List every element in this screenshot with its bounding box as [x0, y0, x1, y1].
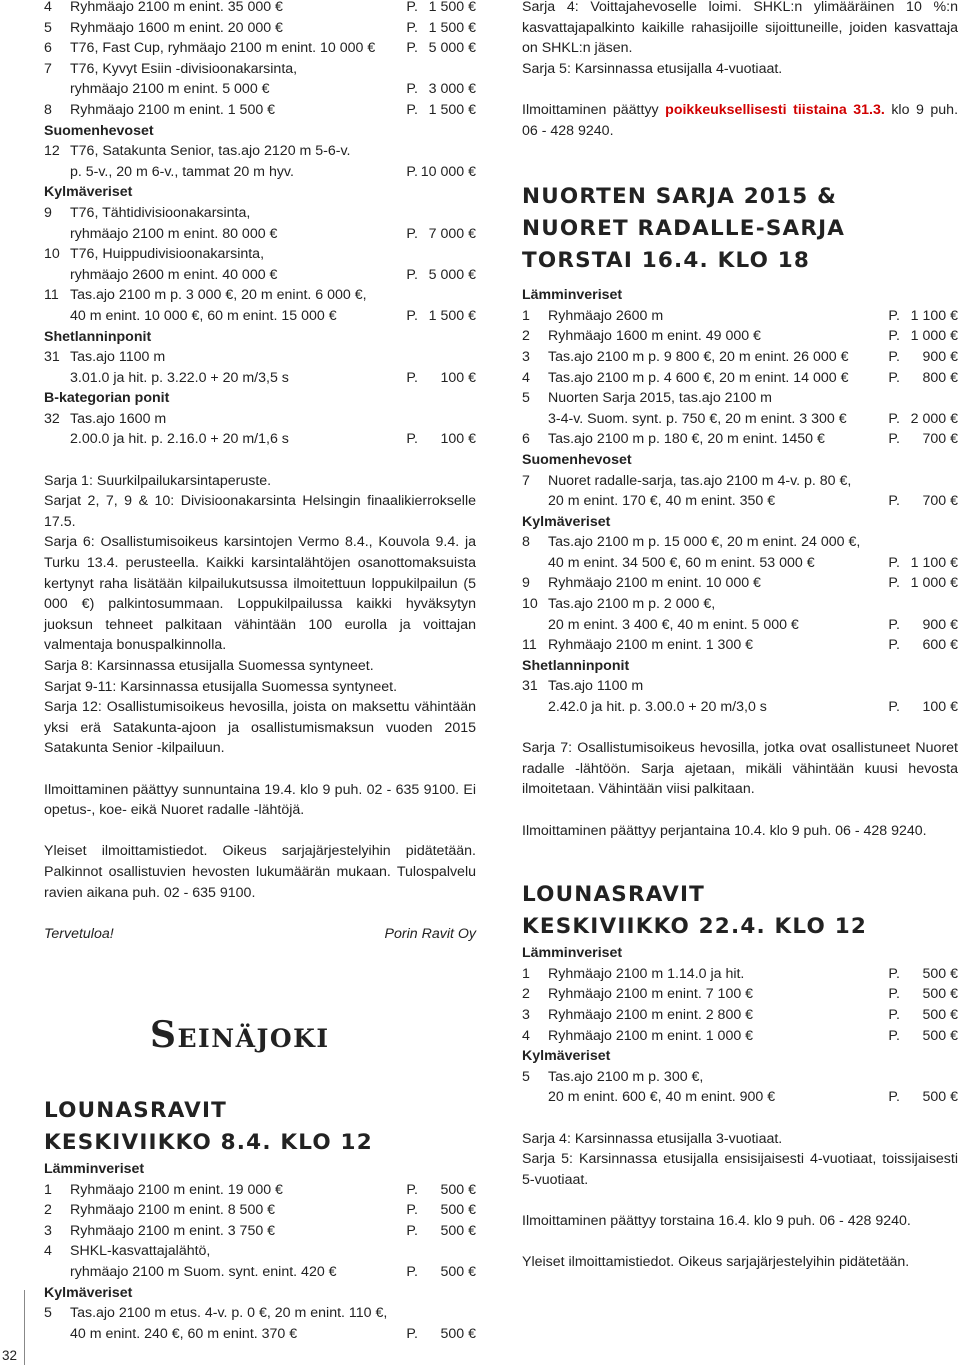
prize-amount: 10 000 € [420, 163, 476, 180]
prize-label: P. [406, 1181, 418, 1198]
race-description-cont: 3-4-v. Suom. synt. p. 750 €, 20 m enint. 3 300 € [548, 410, 847, 427]
race-description: SHKL-kasvattajalähtö, [70, 1243, 211, 1260]
prize-label: P. [406, 0, 418, 15]
category-heading: Kylmäveriset [522, 513, 611, 530]
prize-label: P. [406, 1202, 418, 1219]
race-row [522, 594, 958, 615]
race-description-cont: 40 m enint. 34 500 €, 60 m enint. 53 000 € [548, 554, 815, 571]
race-row-cont [44, 368, 476, 389]
section-heading: LOUNASRAVIT [522, 882, 706, 908]
prize-label: P. [888, 554, 900, 571]
registration-info: Ilmoittaminen päättyy perjantaina 10.4. klo 9 puh. 06 - 428 9240. [522, 822, 927, 839]
race-row-cont [522, 615, 958, 636]
prize-amount: 700 € [922, 493, 958, 510]
race-description: Tas.ajo 2100 m p. 15 000 €, 20 m enint. 24 000 €, [548, 534, 861, 551]
race-description: Tas.ajo 2100 m p. 2 000 €, [548, 596, 716, 613]
race-description: Tas.ajo 2100 m p. 3 000 €, 20 m enint. 6 000 €, [70, 287, 367, 304]
race-number: 5 [522, 1068, 530, 1085]
race-row [44, 1221, 476, 1242]
race-row [44, 18, 476, 39]
race-number: 2 [44, 1202, 52, 1219]
race-description: Ryhmäajo 1600 m enint. 49 000 € [548, 328, 761, 345]
right-column [522, 0, 958, 1273]
race-row [44, 100, 476, 121]
race-number: 8 [522, 534, 530, 551]
race-row [522, 429, 958, 450]
race-description: Ryhmäajo 2100 m enint. 10 000 € [548, 575, 761, 592]
race-description: T76, Kyvyt Esiin -divisioonakarsinta, [70, 60, 298, 77]
prize-amount: 500 € [922, 1027, 958, 1044]
race-row-cont [44, 265, 476, 286]
prize-amount: 500 € [922, 965, 958, 982]
race-row [522, 368, 958, 389]
prize-label: P. [406, 307, 418, 324]
registration-info: Ilmoittaminen päättyy torstaina 16.4. klo 9 puh. 06 - 428 9240. [522, 1212, 911, 1229]
prize-amount: 1 500 € [428, 19, 476, 36]
registration-text: klo 9 puh. 06 - 428 9240. [522, 101, 959, 139]
seinajoki-section [44, 1095, 476, 1344]
prize-label: P. [888, 1006, 900, 1023]
section-heading: LOUNASRAVIT [44, 1098, 228, 1123]
race-number: 12 [44, 143, 60, 160]
category-heading: Suomenhevoset [44, 122, 154, 139]
race-description-cont: 20 m enint. 600 €, 40 m enint. 900 € [548, 1089, 776, 1106]
race-number: 4 [522, 1027, 530, 1044]
prize-amount: 500 € [440, 1181, 476, 1198]
page-number: 32 [2, 1348, 18, 1363]
prize-label: P. [406, 40, 418, 57]
prize-amount: 500 € [440, 1263, 476, 1280]
registration-highlight: poikkeuksellisesti tiistaina 31.3. [665, 101, 885, 118]
prize-amount: 5 000 € [428, 266, 476, 283]
prize-label: P. [888, 493, 900, 510]
race-description: Ryhmäajo 2100 m enint. 1 300 € [548, 637, 754, 654]
race-number: 4 [44, 1243, 52, 1260]
race-row [44, 1180, 476, 1201]
prize-amount: 1 500 € [428, 307, 476, 324]
category-heading: Kylmäveriset [44, 184, 133, 201]
note-paragraph: Sarjat 9-11: Karsinnassa etusijalla Suomessa syntyneet. [44, 678, 398, 695]
race-description: Ryhmäajo 2100 m enint. 3 750 € [70, 1222, 276, 1239]
section-heading: NUORTEN SARJA 2015 & [522, 184, 838, 210]
race-number: 11 [522, 637, 537, 654]
race-description: Nuorten Sarja 2015, tas.ajo 2100 m [548, 390, 772, 407]
race-row [44, 409, 476, 430]
prize-amount: 7 000 € [428, 225, 476, 242]
prize-label: P. [888, 328, 900, 345]
race-number: 6 [522, 431, 530, 448]
prize-label: P. [888, 410, 900, 427]
race-row-cont [44, 224, 476, 245]
prize-amount: 700 € [922, 431, 958, 448]
race-number: 7 [522, 472, 530, 489]
category-heading: Lämminveriset [522, 945, 623, 962]
race-row [44, 203, 476, 224]
category-heading: Kylmäveriset [44, 1284, 133, 1301]
prize-label: P. [888, 637, 900, 654]
race-description: Ryhmäajo 2100 m enint. 1 000 € [548, 1027, 754, 1044]
race-number: 10 [44, 246, 60, 263]
prize-amount: 900 € [922, 348, 958, 365]
prize-label: P. [406, 369, 418, 386]
race-row [44, 285, 476, 306]
race-description: Nuoret radalle-sarja, tas.ajo 2100 m 4-v. p. 80 €, [548, 472, 852, 489]
race-description: Tas.ajo 2100 m p. 4 600 €, 20 m enint. 14 000 € [548, 369, 849, 386]
prize-amount: 500 € [440, 1202, 476, 1219]
race-row [522, 676, 958, 697]
prize-amount: 1 500 € [428, 0, 476, 15]
section-heading: KESKIVIIKKO 8.4. KLO 12 [44, 1130, 373, 1155]
race-description: Ryhmäajo 2100 m enint. 35 000 € [70, 0, 283, 15]
note-paragraph: Sarja 1: Suurkilpailukarsintaperuste. [44, 472, 272, 489]
prize-label: P. [406, 1263, 418, 1280]
section-heading: KESKIVIIKKO 22.4. KLO 12 [522, 914, 868, 940]
race-row [522, 388, 958, 409]
race-row [522, 1067, 958, 1088]
note-paragraph: Sarja 7: Osallistumisoikeus hevosilla, jotka ovat osallistuneet Nuoret radalle -lähtöön. Sarja ajetaan, mikäli vähintään kuusi hevosta ilmoitetaan. Vähintään viisi palkitaan. [522, 740, 958, 798]
registration-info: Ilmoittaminen päättyy sunnuntaina 19.4. klo 9 puh. 02 - 635 9100. Ei opetus-, koe- eikä Nuoret radalle -lähtöjä. [44, 781, 476, 819]
race-number: 3 [522, 1006, 530, 1023]
race-row [44, 38, 476, 59]
race-description: Ryhmäajo 1600 m enint. 20 000 € [70, 19, 283, 36]
prize-label: P. [406, 225, 418, 242]
race-row [522, 1005, 958, 1026]
race-row [44, 1303, 476, 1324]
race-number: 5 [44, 1305, 52, 1322]
race-row-cont [522, 491, 958, 512]
category-heading: Suomenhevoset [522, 451, 632, 468]
race-description-cont: 2.42.0 ja hit. p. 3.00.0 + 20 m/3,0 s [548, 699, 767, 716]
race-row [522, 347, 958, 368]
race-number: 6 [44, 40, 52, 57]
prize-label: P. [888, 307, 900, 324]
race-description: T76, Fast Cup, ryhmäajo 2100 m enint. 10 000 € [70, 40, 376, 57]
prize-amount: 5 000 € [428, 40, 476, 57]
race-description-cont: ryhmäajo 2100 m enint. 5 000 € [70, 81, 270, 98]
prize-amount: 500 € [440, 1325, 476, 1342]
prize-label: P. [888, 575, 900, 592]
page-number-tab [0, 1290, 25, 1365]
race-number: 1 [522, 307, 530, 324]
registration-info [522, 100, 958, 141]
race-row-cont [44, 1324, 476, 1345]
race-row [522, 573, 958, 594]
prize-label: P. [406, 1222, 418, 1239]
race-description: Ryhmäajo 2100 m 1.14.0 ja hit. [548, 965, 745, 982]
note-paragraph: Sarja 6: Osallistumisoikeus karsintojen Vermo 8.4., Kouvola 9.4. ja Turku 13.4. perusteella. Kaikki karsintalähtöjen osanottomaksuista kertynyt raha lisätään kilpailukutsussa ilmoitettuun loppukilpailun (5 000 €) palkintosummaan. Loppukilpailussa kaikki hyväksytyn juoksun tehneet palkitaan vähintään 100 eurolla ja voittajan valmentaja bonuspalkinnolla. [44, 534, 476, 654]
note-paragraph: Sarja 12: Osallistumisoikeus hevosilla, joista on maksettu vähintään yksi erä Satakunta-ajoon ja osallistumismaksun vuoden 2015 Satakunta Senior -kilpailuun. [44, 699, 476, 757]
prize-amount: 100 € [440, 369, 476, 386]
prize-amount: 1 000 € [910, 575, 958, 592]
category-heading: B-kategorian ponit [44, 390, 170, 407]
note-paragraph: Sarja 8: Karsinnassa etusijalla Suomessa syntyneet. [44, 658, 374, 674]
race-row-cont [522, 1087, 958, 1108]
race-number: 31 [522, 678, 538, 695]
note-paragraph: Sarja 4: Voittajahevoselle loimi. SHKL:n ylimääräinen 10 %:n kasvattajapalkinto kaikille rahasijoille sijoittuneille, joiden kasvattaja on SHKL:n jäsen. [522, 0, 958, 57]
race-row [522, 984, 958, 1005]
race-number: 7 [44, 60, 52, 77]
race-number: 4 [44, 0, 52, 15]
general-info: Yleiset ilmoittamistiedot. Oikeus sarjajärjestelyihin pidätetään. Palkinnot osallistuvien hevosten lukumäärän mukaan. Tulospalvelu ravien aikana puh. 02 - 635 9100. [44, 843, 476, 901]
signature-line [44, 924, 476, 945]
race-description: Ryhmäajo 2100 m enint. 2 800 € [548, 1006, 754, 1023]
race-number: 9 [44, 204, 52, 221]
prize-amount: 2 000 € [910, 410, 958, 427]
race-description-cont: 20 m enint. 170 €, 40 m enint. 350 € [548, 493, 776, 510]
race-row [44, 0, 476, 18]
race-description: Tas.ajo 1600 m [70, 410, 167, 427]
race-row-cont [44, 429, 476, 450]
race-number: 10 [522, 596, 538, 613]
prize-amount: 500 € [922, 986, 958, 1003]
organizer-name: Porin Ravit Oy [384, 925, 476, 942]
race-row [44, 1200, 476, 1221]
race-description: T76, Satakunta Senior, tas.ajo 2120 m 5-6-v. [70, 143, 351, 160]
category-heading: Lämminveriset [522, 287, 623, 304]
prize-label: P. [406, 163, 418, 180]
race-row [522, 471, 958, 492]
prize-label: P. [406, 81, 418, 98]
race-description: Ryhmäajo 2100 m enint. 8 500 € [70, 1202, 276, 1219]
race-description: Tas.ajo 2100 m p. 180 €, 20 m enint. 1450 € [548, 431, 825, 448]
race-description-cont: 40 m enint. 10 000 €, 60 m enint. 15 000 € [70, 307, 337, 324]
race-description-cont: 20 m enint. 3 400 €, 40 m enint. 5 000 € [548, 616, 799, 633]
note-paragraph: Sarja 5: Karsinnassa etusijalla ensisijaisesti 4-vuotiaat, toissijaisesti 5-vuotiaat. [522, 1151, 958, 1188]
venue-title: Seinäjoki [150, 1014, 330, 1056]
race-number: 31 [44, 349, 60, 366]
race-description: Ryhmäajo 2600 m [548, 307, 664, 324]
left-column [44, 0, 476, 944]
race-description: Ryhmäajo 2100 m enint. 1 500 € [70, 101, 276, 118]
race-number: 2 [522, 328, 530, 345]
prize-amount: 500 € [440, 1222, 476, 1239]
race-row [522, 306, 958, 327]
prize-label: P. [406, 19, 418, 36]
race-row [522, 326, 958, 347]
race-row-cont [522, 409, 958, 430]
race-description: Tas.ajo 2100 m etus. 4-v. p. 0 €, 20 m enint. 110 €, [70, 1305, 388, 1322]
prize-label: P. [888, 369, 900, 386]
section-heading: TORSTAI 16.4. KLO 18 [522, 248, 811, 274]
race-row-cont [44, 162, 476, 183]
prize-amount: 800 € [922, 369, 958, 386]
category-heading: Lämminveriset [44, 1161, 145, 1177]
prize-amount: 100 € [440, 431, 476, 448]
race-number: 32 [44, 410, 60, 427]
race-description: Tas.ajo 1100 m [70, 349, 166, 366]
note-paragraph: Sarjat 2, 7, 9 & 10: Divisioonakarsinta Helsingin finaalikierrokselle 17.5. [44, 493, 476, 530]
registration-text: Ilmoittaminen päättyy [522, 101, 666, 118]
prize-amount: 1 500 € [428, 101, 476, 118]
race-row-cont [44, 1262, 476, 1283]
category-heading: Shetlanninponit [44, 328, 152, 345]
race-row [44, 1241, 476, 1262]
prize-label: P. [406, 101, 418, 118]
race-row-cont [522, 697, 958, 718]
race-number: 5 [44, 19, 52, 36]
race-number: 4 [522, 369, 530, 386]
prize-amount: 500 € [922, 1006, 958, 1023]
race-number: 3 [44, 1222, 52, 1239]
race-description-cont: 40 m enint. 240 €, 60 m enint. 370 € [70, 1325, 298, 1342]
prize-amount: 1 100 € [910, 307, 958, 324]
section-heading: NUORET RADALLE-SARJA [522, 216, 846, 242]
race-number: 1 [44, 1181, 52, 1198]
race-description: Tas.ajo 2100 m p. 9 800 €, 20 m enint. 26 000 € [548, 348, 849, 365]
prize-amount: 100 € [922, 699, 958, 716]
race-description-cont: ryhmäajo 2100 m enint. 80 000 € [70, 225, 278, 242]
prize-amount: 500 € [922, 1089, 958, 1106]
race-description: T76, Huippudivisioonakarsinta, [70, 246, 265, 263]
general-info: Yleiset ilmoittamistiedot. Oikeus sarjajärjestelyihin pidätetään. [522, 1254, 910, 1271]
race-row [44, 244, 476, 265]
race-description-cont: 2.00.0 ja hit. p. 2.16.0 + 20 m/1,6 s [70, 431, 289, 448]
note-paragraph: Sarja 4: Karsinnassa etusijalla 3-vuotiaat. [522, 1130, 783, 1147]
race-row-cont [522, 553, 958, 574]
prize-label: P. [406, 431, 418, 448]
race-row-cont [44, 79, 476, 100]
race-description: Ryhmäajo 2100 m enint. 7 100 € [548, 986, 754, 1003]
prize-label: P. [888, 965, 900, 982]
prize-label: P. [888, 699, 900, 716]
category-heading: Kylmäveriset [522, 1048, 611, 1065]
race-description: T76, Tähtidivisioonakarsinta, [70, 204, 251, 221]
race-number: 9 [522, 575, 530, 592]
prize-label: P. [888, 616, 900, 633]
race-row [44, 141, 476, 162]
prize-label: P. [406, 1325, 418, 1342]
prize-label: P. [888, 348, 900, 365]
race-description-cont: ryhmäajo 2600 m enint. 40 000 € [70, 266, 278, 283]
category-heading: Shetlanninponit [522, 657, 630, 674]
race-row [522, 964, 958, 985]
race-number: 11 [44, 287, 59, 304]
welcome-text: Tervetuloa! [44, 925, 114, 942]
prize-label: P. [888, 1027, 900, 1044]
race-description-cont: p. 5-v., 20 m 6-v., tammat 20 m hyv. [70, 163, 294, 180]
race-row [522, 635, 958, 656]
race-number: 2 [522, 986, 530, 1003]
prize-amount: 600 € [922, 637, 958, 654]
prize-label: P. [888, 1089, 900, 1106]
race-description-cont: ryhmäajo 2100 m Suom. synt. enint. 420 € [70, 1263, 337, 1280]
prize-label: P. [888, 431, 900, 448]
prize-label: P. [888, 986, 900, 1003]
race-row [522, 1026, 958, 1047]
prize-amount: 1 100 € [910, 554, 958, 571]
race-number: 5 [522, 390, 530, 407]
race-row [44, 347, 476, 368]
prize-label: P. [406, 266, 418, 283]
note-paragraph: Sarja 5: Karsinnassa etusijalla 4-vuotiaat. [522, 60, 783, 77]
race-description: Tas.ajo 2100 m p. 300 €, [548, 1068, 704, 1085]
race-row-cont [44, 306, 476, 327]
race-description: Tas.ajo 1100 m [548, 678, 644, 695]
race-description-cont: 3.01.0 ja hit. p. 3.22.0 + 20 m/3,5 s [70, 369, 289, 386]
race-description: Ryhmäajo 2100 m enint. 19 000 € [70, 1181, 283, 1198]
prize-amount: 900 € [922, 616, 958, 633]
race-row [522, 532, 958, 553]
race-number: 3 [522, 348, 530, 365]
prize-amount: 1 000 € [910, 328, 958, 345]
race-row [44, 59, 476, 80]
race-number: 8 [44, 101, 52, 118]
prize-amount: 3 000 € [428, 81, 476, 98]
race-number: 1 [522, 965, 530, 982]
